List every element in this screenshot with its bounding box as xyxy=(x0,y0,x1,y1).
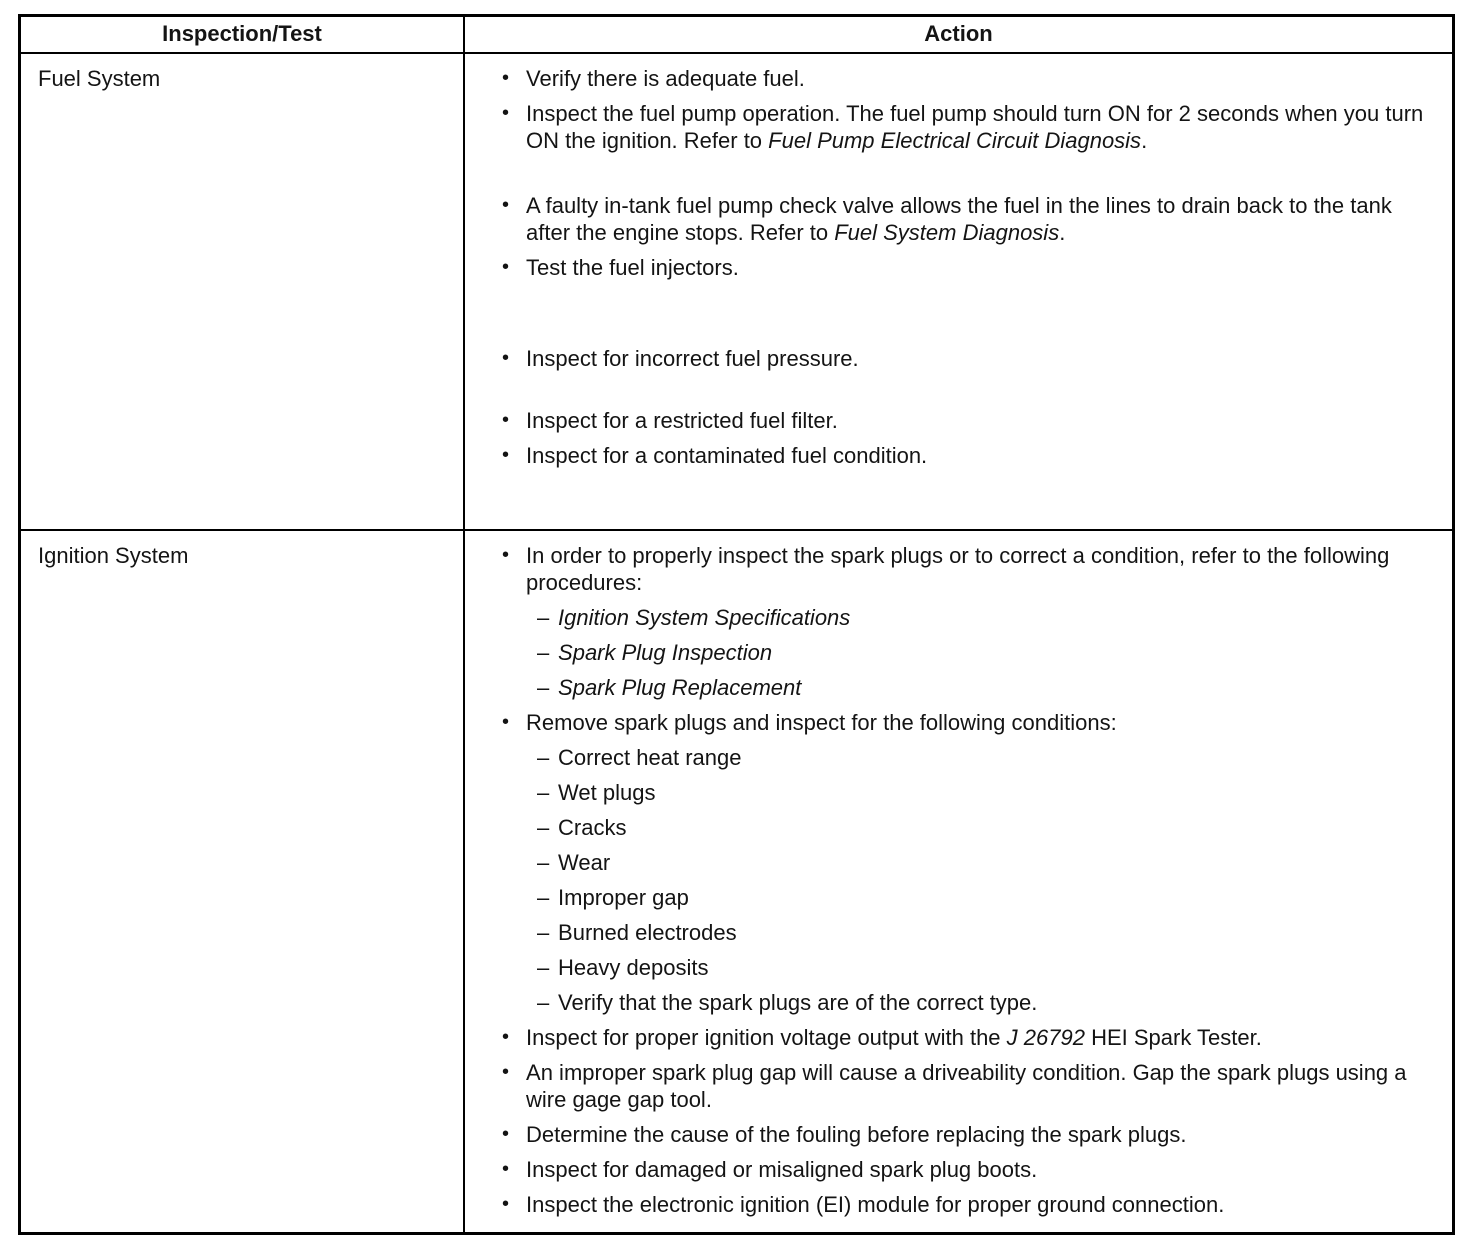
action-item xyxy=(502,100,1434,154)
bullet-icon: • xyxy=(502,1061,510,1083)
action-text: Ignition System Specifications xyxy=(558,605,851,630)
system-cell: Ignition System xyxy=(20,530,465,1234)
action-text: Wet plugs xyxy=(558,780,656,805)
action-cell xyxy=(464,53,1453,530)
action-item xyxy=(502,1059,1434,1113)
dash-icon: – xyxy=(537,815,550,840)
dash-icon: – xyxy=(537,955,550,980)
dash-icon: – xyxy=(537,990,550,1015)
action-item xyxy=(537,604,1434,631)
action-item xyxy=(537,674,1434,701)
dash-icon: – xyxy=(537,605,550,630)
header-action: Action xyxy=(464,16,1453,54)
action-text: Inspect the electronic ignition (EI) module for proper ground connection. xyxy=(526,1192,1225,1217)
table-row xyxy=(20,530,1454,1234)
action-text: Test the fuel injectors. xyxy=(526,255,739,280)
table-header xyxy=(20,16,1454,54)
action-text: A faulty in-tank fuel pump check valve allows the fuel in the lines to drain back to the tank after the engine stops. Refer to Fuel System Diagnosis. xyxy=(526,193,1392,245)
action-text: Spark Plug Replacement xyxy=(558,675,802,700)
dash-icon: – xyxy=(537,920,550,945)
header-row xyxy=(20,16,1454,54)
action-cell xyxy=(464,530,1453,1234)
bullet-icon: • xyxy=(502,1026,510,1048)
action-item xyxy=(502,192,1434,246)
action-text: Inspect for proper ignition voltage output with the J 26792 HEI Spark Tester. xyxy=(526,1025,1262,1050)
bullet-icon: • xyxy=(502,194,510,216)
action-item xyxy=(537,814,1434,841)
action-text: In order to properly inspect the spark plugs or to correct a condition, refer to the following procedures: xyxy=(526,543,1390,595)
bullet-icon: • xyxy=(502,67,510,89)
action-text: Determine the cause of the fouling before replacing the spark plugs. xyxy=(526,1122,1187,1147)
system-cell: Fuel System xyxy=(20,53,465,530)
action-text: Wear xyxy=(558,850,611,875)
bullet-icon: • xyxy=(502,444,510,466)
bullet-icon: • xyxy=(502,256,510,278)
action-item xyxy=(502,709,1434,736)
action-item xyxy=(537,989,1434,1016)
action-text: Cracks xyxy=(558,815,627,840)
table-row xyxy=(20,53,1454,530)
action-text: Burned electrodes xyxy=(558,920,737,945)
action-item xyxy=(502,65,1434,92)
action-text: Inspect for damaged or misaligned spark plug boots. xyxy=(526,1157,1038,1182)
action-item xyxy=(502,1024,1434,1051)
table-body xyxy=(20,53,1454,1234)
action-text: Inspect for a restricted fuel filter. xyxy=(526,408,838,433)
dash-icon: – xyxy=(537,640,550,665)
bullet-icon: • xyxy=(502,711,510,733)
action-item xyxy=(537,779,1434,806)
action-text: Correct heat range xyxy=(558,745,742,770)
action-item xyxy=(537,919,1434,946)
action-item xyxy=(502,1121,1434,1148)
action-item xyxy=(502,254,1434,281)
inspection-action-table xyxy=(18,14,1455,1235)
action-text: An improper spark plug gap will cause a driveability condition. Gap the spark plugs using a wire gage gap tool. xyxy=(526,1060,1407,1112)
action-item xyxy=(502,542,1434,596)
action-item xyxy=(502,1156,1434,1183)
bullet-icon: • xyxy=(502,409,510,431)
dash-icon: – xyxy=(537,780,550,805)
action-item xyxy=(537,849,1434,876)
bullet-icon: • xyxy=(502,347,510,369)
action-text: Improper gap xyxy=(558,885,689,910)
action-text: Spark Plug Inspection xyxy=(558,640,773,665)
action-text: Inspect the fuel pump operation. The fuel pump should turn ON for 2 seconds when you turn ON the ignition. Refer to Fuel Pump Electrical Circuit Diagnosis. xyxy=(526,101,1424,153)
bullet-icon: • xyxy=(502,102,510,124)
action-item xyxy=(537,954,1434,981)
action-item xyxy=(537,884,1434,911)
action-item xyxy=(502,1191,1434,1218)
action-text: Inspect for incorrect fuel pressure. xyxy=(526,346,859,371)
dash-icon: – xyxy=(537,885,550,910)
action-text: Remove spark plugs and inspect for the following conditions: xyxy=(526,710,1117,735)
bullet-icon: • xyxy=(502,1193,510,1215)
bullet-icon: • xyxy=(502,1158,510,1180)
action-item xyxy=(502,442,1434,469)
action-item xyxy=(502,407,1434,434)
action-item xyxy=(537,639,1434,666)
action-text: Inspect for a contaminated fuel condition. xyxy=(526,443,928,468)
action-text: Verify there is adequate fuel. xyxy=(526,66,805,91)
dash-icon: – xyxy=(537,850,550,875)
bullet-icon: • xyxy=(502,1123,510,1145)
bullet-icon: • xyxy=(502,544,510,566)
dash-icon: – xyxy=(537,745,550,770)
action-item xyxy=(502,345,1434,372)
action-text: Verify that the spark plugs are of the correct type. xyxy=(558,990,1038,1015)
action-item xyxy=(537,744,1434,771)
action-text: Heavy deposits xyxy=(558,955,709,980)
dash-icon: – xyxy=(537,675,550,700)
header-inspection-test: Inspection/Test xyxy=(20,16,465,54)
